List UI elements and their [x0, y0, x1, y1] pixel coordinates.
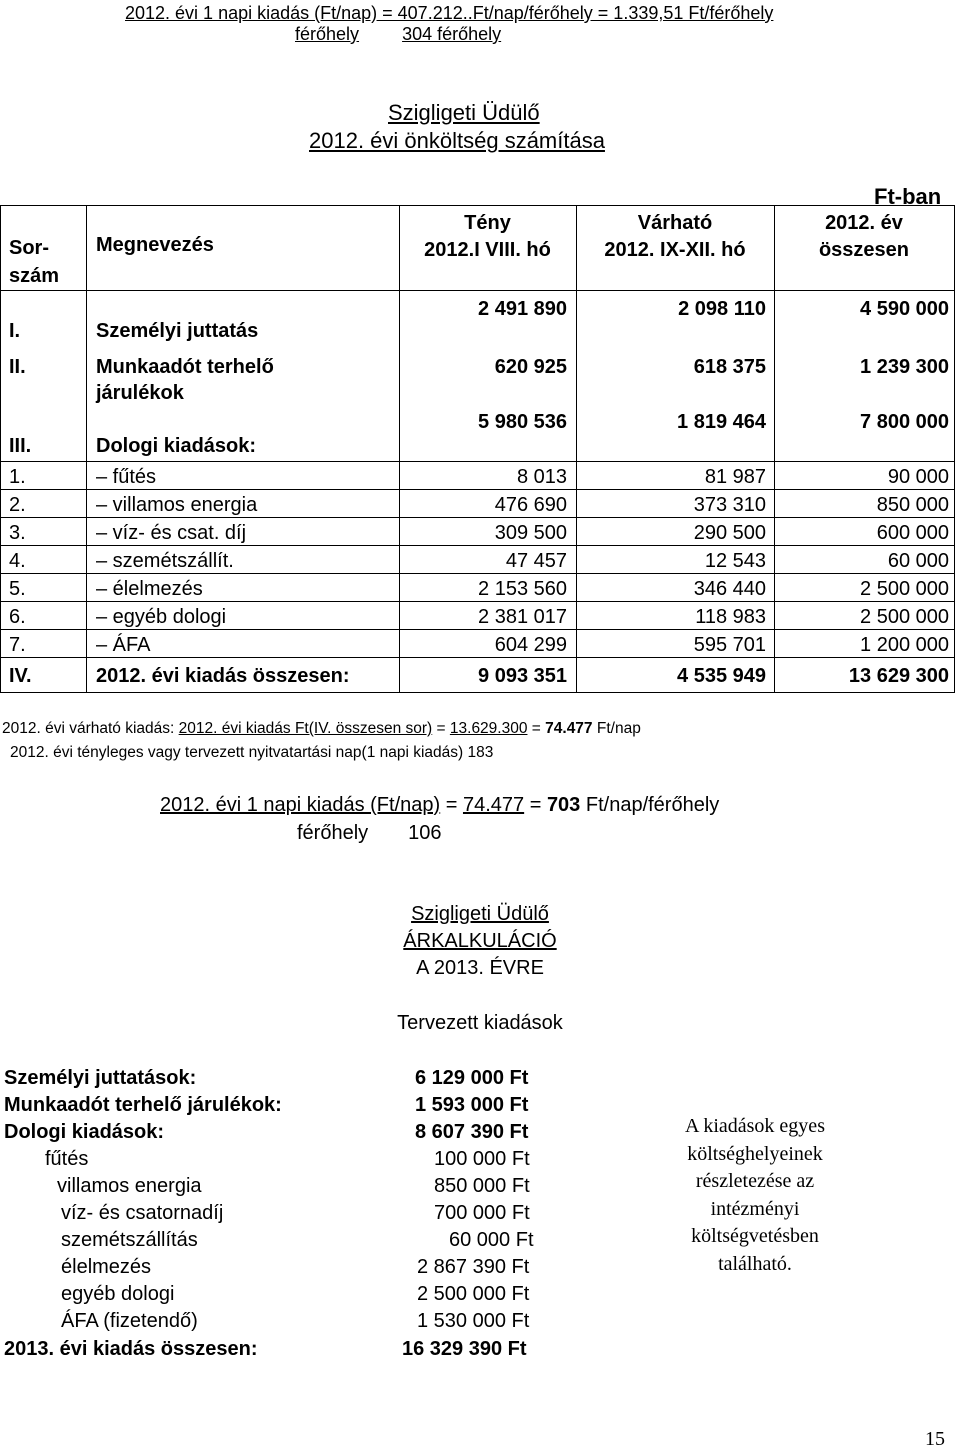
plan-label: fűtés: [45, 1148, 89, 1170]
sub-row-name: – ÁFA: [96, 634, 151, 656]
sub-row-osszesen: 2 500 000: [860, 606, 949, 628]
row-varhato: 1 819 464: [677, 411, 766, 433]
title2-sub2: A 2013. ÉVRE: [416, 957, 544, 979]
plan-label: egyéb dologi: [61, 1283, 175, 1305]
header-osszesen-1: 2012. év: [825, 212, 903, 234]
sub-row-num: 6.: [9, 606, 26, 628]
sub-row-num: 5.: [9, 578, 26, 600]
sub-row-varhato: 346 440: [693, 578, 766, 600]
plan-label: víz- és csatornadíj: [61, 1202, 224, 1224]
sub-row-varhato: 12 543: [704, 550, 766, 572]
sub-row-varhato: 595 701: [693, 634, 766, 656]
page-number: 15: [925, 1428, 945, 1450]
plan-value: 8 607 390 Ft: [415, 1121, 529, 1143]
opening-days-line: 2012. évi tényleges vagy tervezett nyitvatartási nap(1 napi kiadás) 183: [10, 744, 494, 761]
unit-label: Ft-ban: [874, 184, 942, 209]
daily-expense-line: 2012. évi 1 napi kiadás (Ft/nap) = 74.477 = 703 Ft/nap/férőhely: [160, 794, 720, 816]
plan-label: villamos energia: [57, 1175, 202, 1197]
plan-total-value: 16 329 390 Ft: [402, 1338, 527, 1360]
header-osszesen-2: összesen: [818, 239, 910, 261]
capacity-line: férőhely 106: [297, 822, 442, 844]
plan-total-label: 2013. évi kiadás összesen:: [4, 1338, 258, 1360]
row-name: Dologi kiadások:: [96, 435, 257, 457]
row-osszesen: 7 800 000: [860, 411, 949, 433]
row-osszesen: 1 239 300: [860, 356, 949, 378]
plan-value: 1 593 000 Ft: [415, 1094, 529, 1116]
header-varhato-1: Várható: [637, 212, 713, 234]
plan-value: 60 000 Ft: [449, 1229, 534, 1251]
plan-label: ÁFA (fizetendő): [61, 1310, 198, 1332]
sub-row-osszesen: 1 200 000: [860, 634, 949, 656]
plan-value: 850 000 Ft: [434, 1175, 530, 1197]
sub-row-teny: 2 153 560: [478, 578, 567, 600]
row-teny: 2 491 890: [478, 298, 567, 320]
sub-row-name: – fűtés: [96, 466, 157, 488]
sub-row-teny: 604 299: [494, 634, 567, 656]
row-name-cont: járulékok: [96, 382, 184, 404]
sub-row-name: – szemétszállít.: [96, 550, 234, 572]
sub-row-num: 1.: [9, 466, 26, 488]
top-line-1: 2012. évi 1 napi kiadás (Ft/nap) = 407.212..Ft/nap/férőhely = 1.339,51 Ft/férőhely: [125, 3, 774, 23]
sub-row-teny: 8 013: [516, 466, 567, 488]
row-name: Munkaadót terhelő: [96, 356, 274, 378]
sub-row-osszesen: 90 000: [887, 466, 949, 488]
sub-row-num: 7.: [9, 634, 26, 656]
row-varhato: 618 375: [693, 356, 766, 378]
total-name: 2012. évi kiadás összesen:: [96, 665, 350, 687]
header-sorszam: Sor- szám: [9, 237, 60, 287]
plan-label: Személyi juttatások:: [4, 1067, 197, 1089]
sub-row-num: 4.: [9, 550, 26, 572]
sub-row-osszesen: 850 000: [876, 494, 949, 516]
total-teny: 9 093 351: [478, 665, 567, 687]
header-megnevezes: Megnevezés: [96, 234, 214, 256]
sub-row-name: – élelmezés: [96, 578, 203, 600]
plan-value: 6 129 000 Ft: [415, 1067, 529, 1089]
plan-value: 700 000 Ft: [434, 1202, 530, 1224]
sub-row-osszesen: 60 000: [887, 550, 949, 572]
sub-row-name: – víz- és csat. díj: [96, 522, 247, 544]
sub-row-varhato: 290 500: [693, 522, 766, 544]
header-varhato-2: 2012. IX-XII. hó: [604, 239, 746, 261]
plan-value: 2 500 000 Ft: [417, 1283, 530, 1305]
sub-row-osszesen: 600 000: [876, 522, 949, 544]
sub-row-osszesen: 2 500 000: [860, 578, 949, 600]
sub-row-teny: 476 690: [494, 494, 567, 516]
plan-value: 1 530 000 Ft: [417, 1310, 530, 1332]
header-teny-2: 2012.I VIII. hó: [424, 239, 551, 261]
top-line-2: férőhely 304 férőhely: [295, 24, 502, 44]
row-varhato: 2 098 110: [678, 298, 766, 320]
total-osszesen: 13 629 300: [848, 665, 949, 687]
title-subtitle: 2012. évi önköltség számítása: [309, 128, 605, 153]
cost-table: [0, 205, 955, 693]
title-name: Szigligeti Üdülő: [388, 100, 540, 125]
plan-value: 2 867 390 Ft: [417, 1256, 530, 1278]
header-teny-1: Tény: [464, 212, 511, 234]
plan-label: élelmezés: [61, 1256, 152, 1278]
sub-row-name: – egyéb dologi: [96, 606, 227, 628]
expected-expense-line: 2012. évi várható kiadás: 2012. évi kiadás Ft(IV. összesen sor) = 13.629.300 = 74.477 Ft/nap: [2, 720, 641, 737]
sub-row-varhato: 81 987: [704, 466, 766, 488]
row-num: II.: [9, 356, 26, 378]
sub-row-teny: 2 381 017: [478, 606, 567, 628]
plan-label: szemétszállítás: [61, 1229, 198, 1251]
title2-name: Szigligeti Üdülő: [411, 903, 549, 925]
sub-row-teny: 309 500: [494, 522, 567, 544]
row-name: Személyi juttatás: [96, 320, 259, 342]
plan-label: Munkaadót terhelő járulékok:: [4, 1094, 282, 1116]
row-osszesen: 4 590 000: [860, 298, 949, 320]
plan-label: Dologi kiadások:: [4, 1121, 165, 1143]
plan-value: 100 000 Ft: [434, 1148, 530, 1170]
total-varhato: 4 535 949: [677, 665, 766, 687]
title2-sub3: Tervezett kiadások: [397, 1012, 563, 1034]
total-num: IV.: [9, 665, 32, 687]
title2-sub1: ÁRKALKULÁCIÓ: [403, 930, 557, 952]
sub-row-name: – villamos energia: [96, 494, 258, 516]
row-num: I.: [9, 320, 21, 342]
row-teny: 620 925: [494, 356, 567, 378]
sub-row-teny: 47 457: [505, 550, 567, 572]
row-num: III.: [9, 435, 32, 457]
sub-row-num: 3.: [9, 522, 26, 544]
sub-row-varhato: 118 983: [695, 606, 766, 628]
sub-row-num: 2.: [9, 494, 26, 516]
cost-detail-note: A kiadások egyes költséghelyeinek részletezése az intézményi költségvetésben található.: [685, 1115, 825, 1275]
row-teny: 5 980 536: [478, 411, 567, 433]
sub-row-varhato: 373 310: [693, 494, 766, 516]
